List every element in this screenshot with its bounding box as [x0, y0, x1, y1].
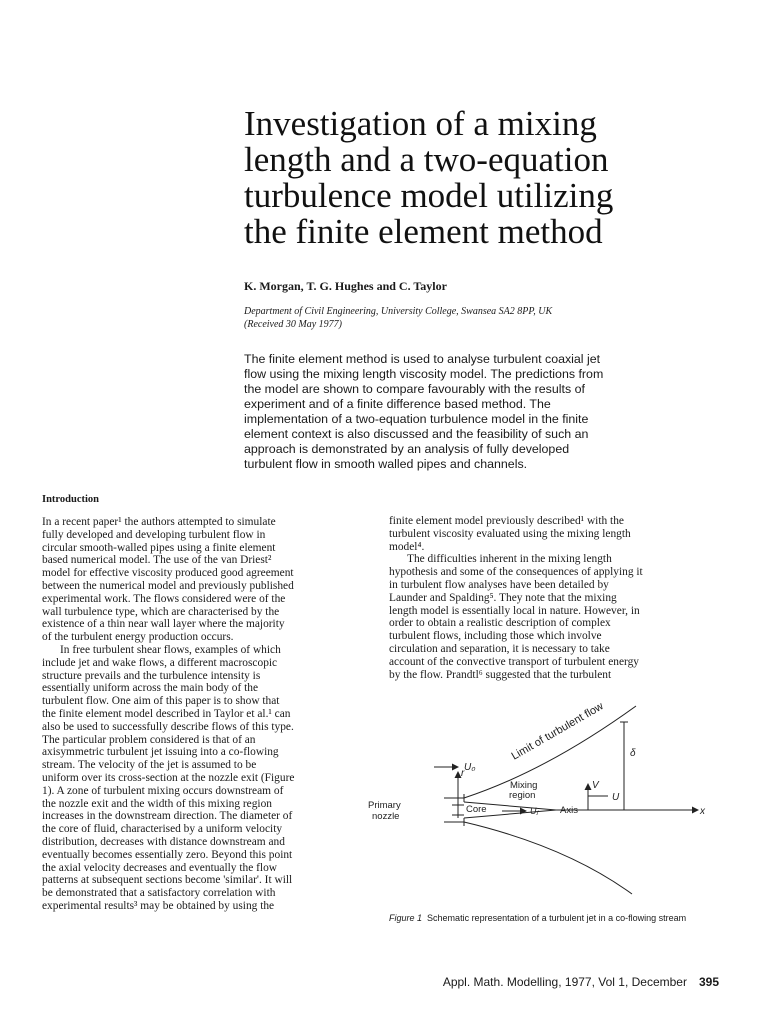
nozzle-label: nozzle	[372, 811, 400, 822]
abstract-line: flow using the mixing length viscosity model. The predictions from	[244, 367, 604, 381]
text-line: circulation and separation, it is necessary to take	[389, 642, 610, 655]
abstract-line: The finite element method is used to analyse turbulent coaxial jet	[244, 352, 601, 366]
limit-label: Limit of turbulent flow	[509, 700, 606, 763]
text-line: include jet and wake flows, a different macroscopic	[42, 656, 278, 669]
mixing-label: Mixing	[510, 780, 538, 791]
text-line: the core of fluid, characterised by a uniform velocity	[42, 823, 283, 836]
text-line: Launder and Spalding⁵. They note that the mixing	[389, 591, 617, 604]
text-line: 1). A zone of turbulent mixing occurs downstream of	[42, 784, 284, 797]
text-line: in turbulent flow analyses have been detailed by	[389, 578, 609, 591]
axis-label: Axis	[560, 805, 578, 816]
text-line: model⁴.	[389, 540, 425, 553]
text-line: hypothesis and some of the consequences of applying it	[389, 566, 643, 579]
text-line: structure prevails and the turbulence intensity is	[42, 669, 261, 682]
title-line: Investigation of a mixing	[244, 104, 597, 143]
text-line: be demonstrated that a satisfactory correlation with	[42, 887, 276, 900]
text-line: In a recent paper¹ the authors attempted to simulate	[42, 516, 276, 528]
text-line: The particular problem considered is that of an	[42, 733, 256, 746]
u-label: U	[612, 792, 620, 803]
v-label: V	[592, 780, 599, 791]
text-line: turbulent flow. One aim of this paper is to show that	[42, 695, 280, 708]
title-line: the finite element method	[244, 212, 603, 251]
text-line: order to obtain a realistic description of complex	[389, 617, 611, 630]
text-line: wall turbulence type, which are characterised by the	[42, 605, 280, 618]
abstract-line: turbulent flow in smooth walled pipes and channels.	[244, 457, 528, 471]
text-line: length model is essentially local in nature. However, in	[389, 604, 640, 617]
title-line: length and a two-equation	[244, 140, 609, 179]
u0-label: U₀	[464, 762, 476, 773]
uj-label: Uⱼ	[530, 806, 539, 816]
affiliation-line: Department of Civil Engineering, University College, Swansea SA2 8PP, UK	[244, 306, 553, 317]
text-line: finite element model previously described¹ with the	[389, 515, 624, 527]
text-line: between the numerical model and previously published	[42, 579, 294, 592]
text-line: existence of a thin near wall layer where the majority	[42, 618, 285, 631]
text-line: fully developed and developing turbulent flow in	[42, 528, 266, 541]
turbulent-jet-figure	[366, 676, 716, 902]
text-line: essentially uniform across the main body of the	[42, 682, 259, 695]
abstract-line: approach is demonstrated by an analysis of fully developed	[244, 442, 570, 456]
text-line: model for effective viscosity produced good agreement	[42, 567, 294, 580]
text-line: circular smooth-walled pipes using a finite element	[42, 541, 276, 554]
text-line: increases in the downstream direction. The diameter of	[42, 810, 293, 823]
text-line: the finite element model described in Taylor et al.¹ can	[42, 707, 291, 720]
text-line: distribution, decreases with distance downstream and	[42, 835, 285, 848]
delta-label: δ	[630, 748, 636, 759]
text-line: eventually becomes essentially zero. Beyond this point	[42, 848, 293, 861]
text-line: In free turbulent shear flows, examples of which	[60, 643, 281, 656]
text-line: stream. The velocity of the jet is assumed to be	[42, 759, 257, 772]
primary-label: Primary	[368, 800, 401, 811]
affiliation	[244, 305, 714, 331]
text-line: experimental results³ may be obtained by using the	[42, 899, 275, 912]
figure-label: Figure 1	[389, 913, 423, 923]
text-line: by the flow. Prandtl⁶ suggested that the turbulent	[389, 668, 612, 681]
right-column	[389, 515, 715, 681]
outer-boundary-lower	[464, 822, 632, 894]
text-line: the nozzle exit and the width of this mixing region	[42, 797, 272, 810]
text-line: turbulent viscosity evaluated using the mixing length	[389, 527, 631, 540]
text-line: uniform over its cross-section at the nozzle exit (Figure	[42, 771, 295, 784]
received-date: (Received 30 May 1977)	[244, 319, 343, 330]
figure-caption	[389, 913, 709, 924]
text-line: axisymmetric turbulent jet issuing into a co-flowing	[42, 746, 279, 759]
text-line: patterns at subsequent sections become 'similar'. It will	[42, 874, 293, 887]
caption-text: Schematic representation of a turbulent jet in a co-flowing stream	[427, 913, 687, 923]
text-line: the axial velocity decreases and eventually the flow	[42, 861, 277, 874]
core-label: Core	[466, 804, 487, 815]
abstract-line: the model are shown to compare favourably with the results of	[244, 382, 585, 396]
r-label: r	[461, 768, 465, 779]
region-label: region	[509, 790, 536, 801]
abstract-line: experiment and of a finite difference based method. The	[244, 397, 551, 411]
text-line: turbulent flows, including those which involve	[389, 630, 602, 643]
abstract-line: implementation of a two-equation turbulence model in the finite	[244, 412, 589, 426]
text-line: also be used to successfully describe flows of this type.	[42, 720, 294, 733]
x-label: x	[700, 806, 705, 817]
text-line: account of the convective transport of turbulent energy	[389, 655, 639, 668]
section-heading: Introduction	[42, 494, 99, 505]
text-line: of the turbulent energy production occurs.	[42, 631, 234, 644]
authors: K. Morgan, T. G. Hughes and C. Taylor	[244, 279, 447, 293]
outer-boundary-upper	[464, 706, 636, 798]
abstract-line: element context is also discussed and the feasibility of such an	[244, 427, 589, 441]
text-line: based numerical model. The use of the van Driest²	[42, 554, 272, 567]
page-footer	[389, 975, 719, 989]
left-column	[42, 516, 362, 913]
journal-citation: Appl. Math. Modelling, 1977, Vol 1, December	[442, 975, 687, 989]
text-line: The difficulties inherent in the mixing length	[407, 553, 612, 566]
abstract	[244, 352, 714, 472]
title-line: turbulence model utilizing	[244, 176, 614, 215]
paper-title	[244, 106, 714, 250]
page-number: 395	[698, 975, 719, 989]
text-line: experimental work. The flows considered were of the	[42, 592, 286, 605]
